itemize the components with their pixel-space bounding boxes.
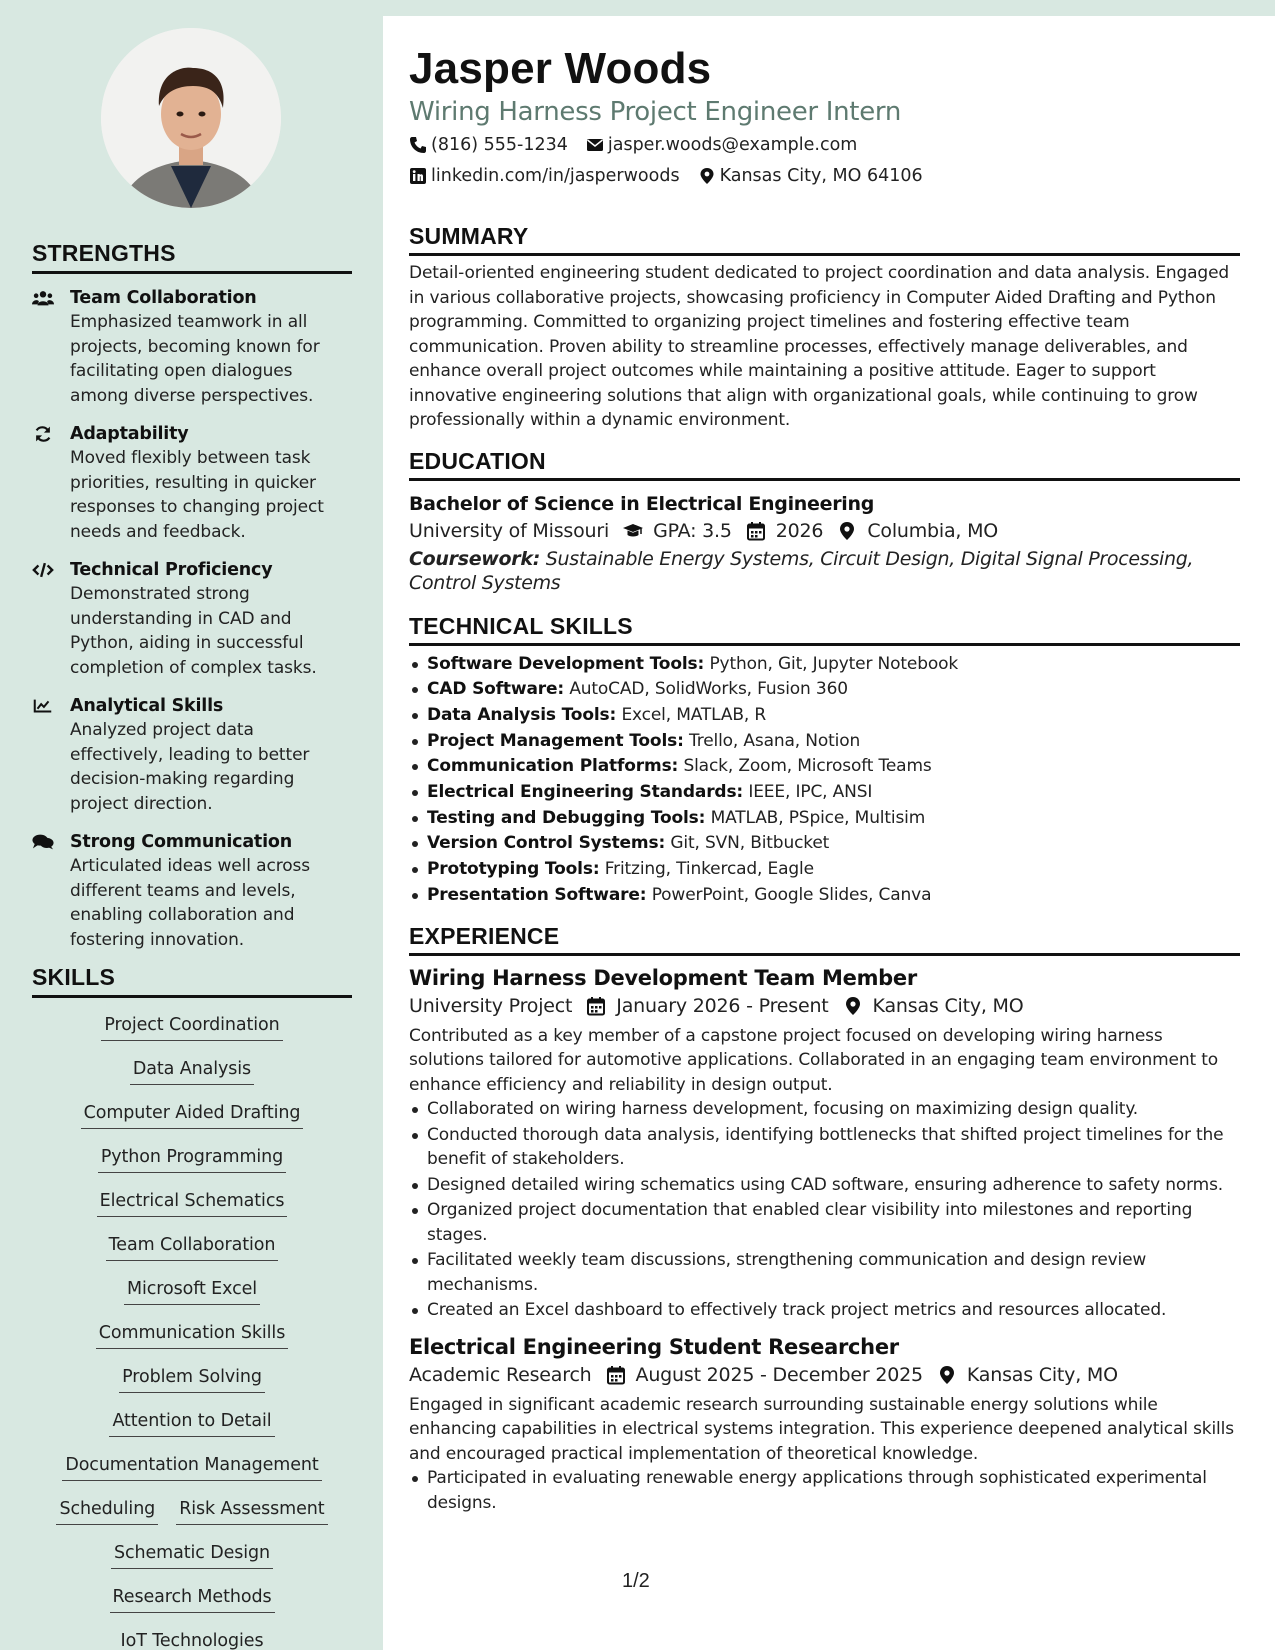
list-item: Collaborated on wiring harness development, focusing on maximizing design quality. <box>409 1097 1240 1122</box>
chart-line-icon <box>32 694 56 816</box>
candidate-name: Jasper Woods <box>409 44 712 93</box>
page-number: 1/2 <box>622 1570 650 1592</box>
job-title: Electrical Engineering Student Researcher <box>409 1334 899 1359</box>
linkedin-text: linkedin.com/in/jasperwoods <box>431 166 680 186</box>
experience-heading: EXPERIENCE <box>409 923 1240 956</box>
job-entry <box>409 1333 1240 1516</box>
skill-chip: Communication Skills <box>96 1322 288 1349</box>
skill-chip: Problem Solving <box>119 1366 265 1393</box>
skill-value: MATLAB, PSpice, Multisim <box>710 807 926 828</box>
list-item <box>409 806 1240 832</box>
list-item: Organized project documentation that enabled clear visibility into milestones and reporting stages. <box>409 1198 1240 1247</box>
users-icon <box>32 286 56 408</box>
strength-title: Strong Communication <box>70 832 292 852</box>
skill-chip: Data Analysis <box>130 1058 254 1085</box>
job-location: Kansas City, MO <box>872 994 1024 1017</box>
skill-value: Excel, MATLAB, R <box>621 704 767 725</box>
school-name: University of Missouri <box>409 519 610 542</box>
profile-photo-image <box>101 28 281 208</box>
skill-value: Slack, Zoom, Microsoft Teams <box>683 756 932 777</box>
skill-value: Fritzing, Tinkercad, Eagle <box>604 859 814 880</box>
degree-title: Bachelor of Science in Electrical Engineering <box>409 492 874 515</box>
list-item <box>409 754 1240 780</box>
strength-item <box>32 422 352 544</box>
skill-label: Data Analysis Tools: <box>427 704 617 725</box>
education-section <box>409 448 1240 595</box>
job-entry <box>409 964 1240 1323</box>
skill-value: Git, SVN, Bitbucket <box>670 833 830 854</box>
phone-text: (816) 555-1234 <box>431 135 568 155</box>
skill-chip: Research Methods <box>110 1586 275 1613</box>
list-item <box>409 703 1240 729</box>
strength-title: Analytical Skills <box>70 696 224 716</box>
map-marker-icon <box>837 521 857 541</box>
strength-item <box>32 694 352 816</box>
list-item: Conducted thorough data analysis, identifying bottlenecks that shifted project timelines for the benefit of stakeholders. <box>409 1123 1240 1172</box>
job-dates-item <box>606 1361 923 1389</box>
calendar-icon <box>606 1365 626 1385</box>
school-location-text: Columbia, MO <box>867 519 999 542</box>
list-item <box>409 729 1240 755</box>
skill-chip: Team Collaboration <box>106 1234 279 1261</box>
strength-text: Emphasized teamwork in all projects, becoming known for facilitating open dialogues among diverse perspectives. <box>70 312 320 406</box>
map-marker-icon <box>937 1365 957 1385</box>
skills-list <box>32 1014 352 1650</box>
list-item <box>409 652 1240 678</box>
gpa-item <box>623 517 732 545</box>
skill-label: Presentation Software: <box>427 884 647 905</box>
job-bullets <box>409 1466 1240 1515</box>
technical-skills-section <box>409 613 1240 909</box>
phone-icon <box>409 136 427 154</box>
main-content <box>383 16 1275 1650</box>
summary-section <box>409 223 1240 433</box>
strength-text: Demonstrated strong understanding in CAD and Python, aiding in successful completion of complex tasks. <box>70 584 317 678</box>
summary-heading: SUMMARY <box>409 223 1240 256</box>
contact-email[interactable] <box>586 132 857 158</box>
map-marker-icon <box>843 996 863 1016</box>
job-bullets <box>409 1097 1240 1323</box>
skill-label: Testing and Debugging Tools: <box>427 807 706 828</box>
job-location: Kansas City, MO <box>966 1363 1118 1386</box>
skill-chip: IoT Technologies <box>118 1630 267 1650</box>
location-text: Kansas City, MO 64106 <box>719 166 923 186</box>
school-location-item <box>837 517 998 545</box>
skill-value: PowerPoint, Google Slides, Canva <box>651 884 932 905</box>
skills-heading: SKILLS <box>32 964 352 998</box>
envelope-icon <box>586 136 604 154</box>
skill-chip: Schematic Design <box>111 1542 273 1569</box>
calendar-icon <box>586 996 606 1016</box>
skill-chip: Project Coordination <box>101 1014 282 1041</box>
job-dates-item <box>586 992 828 1020</box>
grad-year-text: 2026 <box>775 519 824 542</box>
strength-item <box>32 830 352 952</box>
skill-value: Trello, Asana, Notion <box>689 730 861 751</box>
contact-row <box>409 132 1240 158</box>
education-heading: EDUCATION <box>409 448 1240 481</box>
comments-icon <box>32 830 56 952</box>
strength-item <box>32 558 352 680</box>
code-icon <box>32 558 56 680</box>
graduation-cap-icon <box>623 521 643 541</box>
coursework-label: Coursework: <box>409 547 540 570</box>
skill-label: Software Development Tools: <box>427 653 705 674</box>
experience-section <box>409 923 1240 1516</box>
skills-section <box>32 964 352 1650</box>
list-item <box>409 780 1240 806</box>
job-description: Engaged in significant academic research surrounding sustainable energy solutions while enhancing capabilities in electrical systems integration. This experience deepened analytical skills and encouraged practical implementation of theoretical knowledge. <box>409 1394 1234 1464</box>
linkedin-icon <box>409 167 427 185</box>
sidebar <box>0 0 383 1650</box>
job-org: University Project <box>409 994 573 1017</box>
profile-photo <box>101 28 281 208</box>
strengths-heading: STRENGTHS <box>32 240 352 274</box>
job-dates: January 2026 - Present <box>616 994 829 1017</box>
sync-icon <box>32 422 56 544</box>
skill-chip: Documentation Management <box>62 1454 321 1481</box>
list-item <box>409 831 1240 857</box>
strength-text: Articulated ideas well across different teams and levels, enabling collaboration and fostering innovation. <box>70 856 311 950</box>
skill-label: Communication Platforms: <box>427 756 679 777</box>
skill-label: Version Control Systems: <box>427 833 666 854</box>
map-marker-icon <box>698 167 716 185</box>
resume-header <box>409 44 1240 189</box>
strengths-section <box>32 240 352 952</box>
skill-chip: Microsoft Excel <box>124 1278 260 1305</box>
strength-title: Adaptability <box>70 424 189 444</box>
skill-label: Prototyping Tools: <box>427 859 600 880</box>
coursework-text: Sustainable Energy Systems, Circuit Design, Digital Signal Processing, Control Systems <box>409 547 1194 594</box>
skill-chip: Electrical Schematics <box>97 1190 288 1217</box>
technical-skills-list <box>409 652 1240 909</box>
candidate-role: Wiring Harness Project Engineer Intern <box>409 97 901 127</box>
skill-label: Project Management Tools: <box>427 730 684 751</box>
skill-chip: Attention to Detail <box>109 1410 274 1437</box>
strength-text: Moved flexibly between task priorities, resulting in quicker responses to changing project needs and feedback. <box>70 448 324 542</box>
skill-chip: Computer Aided Drafting <box>81 1102 304 1129</box>
strength-title: Team Collaboration <box>70 288 257 308</box>
job-location-item <box>843 992 1024 1020</box>
list-item: Participated in evaluating renewable energy applications through sophisticated experimental designs. <box>409 1466 1240 1515</box>
email-text: jasper.woods@example.com <box>607 135 858 155</box>
skill-value: AutoCAD, SolidWorks, Fusion 360 <box>569 679 848 700</box>
job-dates: August 2025 - December 2025 <box>635 1363 923 1386</box>
list-item <box>409 677 1240 703</box>
contact-row-2 <box>409 163 1240 189</box>
education-meta <box>409 517 1240 545</box>
skill-label: CAD Software: <box>427 679 565 700</box>
technical-skills-heading: TECHNICAL SKILLS <box>409 613 1240 646</box>
job-location-item <box>937 1361 1118 1389</box>
list-item <box>409 883 1240 909</box>
skill-chip: Scheduling <box>56 1498 158 1525</box>
grad-year-item <box>746 517 824 545</box>
list-item <box>409 857 1240 883</box>
skill-value: Python, Git, Jupyter Notebook <box>709 653 959 674</box>
contact-location <box>698 163 923 189</box>
contact-linkedin[interactable] <box>409 163 680 189</box>
strength-title: Technical Proficiency <box>70 560 273 580</box>
list-item: Created an Excel dashboard to effectively track project metrics and resources allocated. <box>409 1298 1240 1323</box>
job-title: Wiring Harness Development Team Member <box>409 965 917 990</box>
skill-label: Electrical Engineering Standards: <box>427 782 744 803</box>
job-meta <box>409 992 1240 1020</box>
skill-chip: Risk Assessment <box>176 1498 327 1525</box>
list-item: Designed detailed wiring schematics using CAD software, ensuring adherence to safety norms. <box>409 1173 1240 1198</box>
skill-value: IEEE, IPC, ANSI <box>748 782 873 803</box>
list-item: Facilitated weekly team discussions, strengthening communication and design review mechanisms. <box>409 1248 1240 1297</box>
skill-chip: Python Programming <box>98 1146 286 1173</box>
job-org: Academic Research <box>409 1363 592 1386</box>
gpa-text: GPA: 3.5 <box>653 519 732 542</box>
strength-text: Analyzed project data effectively, leading to better decision-making regarding project direction. <box>70 720 310 814</box>
coursework <box>409 547 1240 595</box>
job-description: Contributed as a key member of a capstone project focused on developing wiring harness solutions tailored for automotive applications. Collaborated in an engaging team environment to enhance efficiency and reliability in design output. <box>409 1025 1218 1095</box>
contact-phone[interactable] <box>409 132 568 158</box>
calendar-icon <box>746 521 766 541</box>
strength-item <box>32 286 352 408</box>
job-meta <box>409 1361 1240 1389</box>
summary-text: Detail-oriented engineering student dedicated to project coordination and data analysis. Engaged in various collaborative projects, showcasing proficiency in Computer Aided Drafting and Python programming. Committed to organizing project timelines and fostering effective team communication. Proven ability to streamline processes, effectively manage deliverables, and enhance overall project outcomes while maintaining a positive attitude. Eager to support innovative engineering solutions that align with organizational goals, while continuing to grow professionally within a dynamic environment. <box>409 263 1230 430</box>
